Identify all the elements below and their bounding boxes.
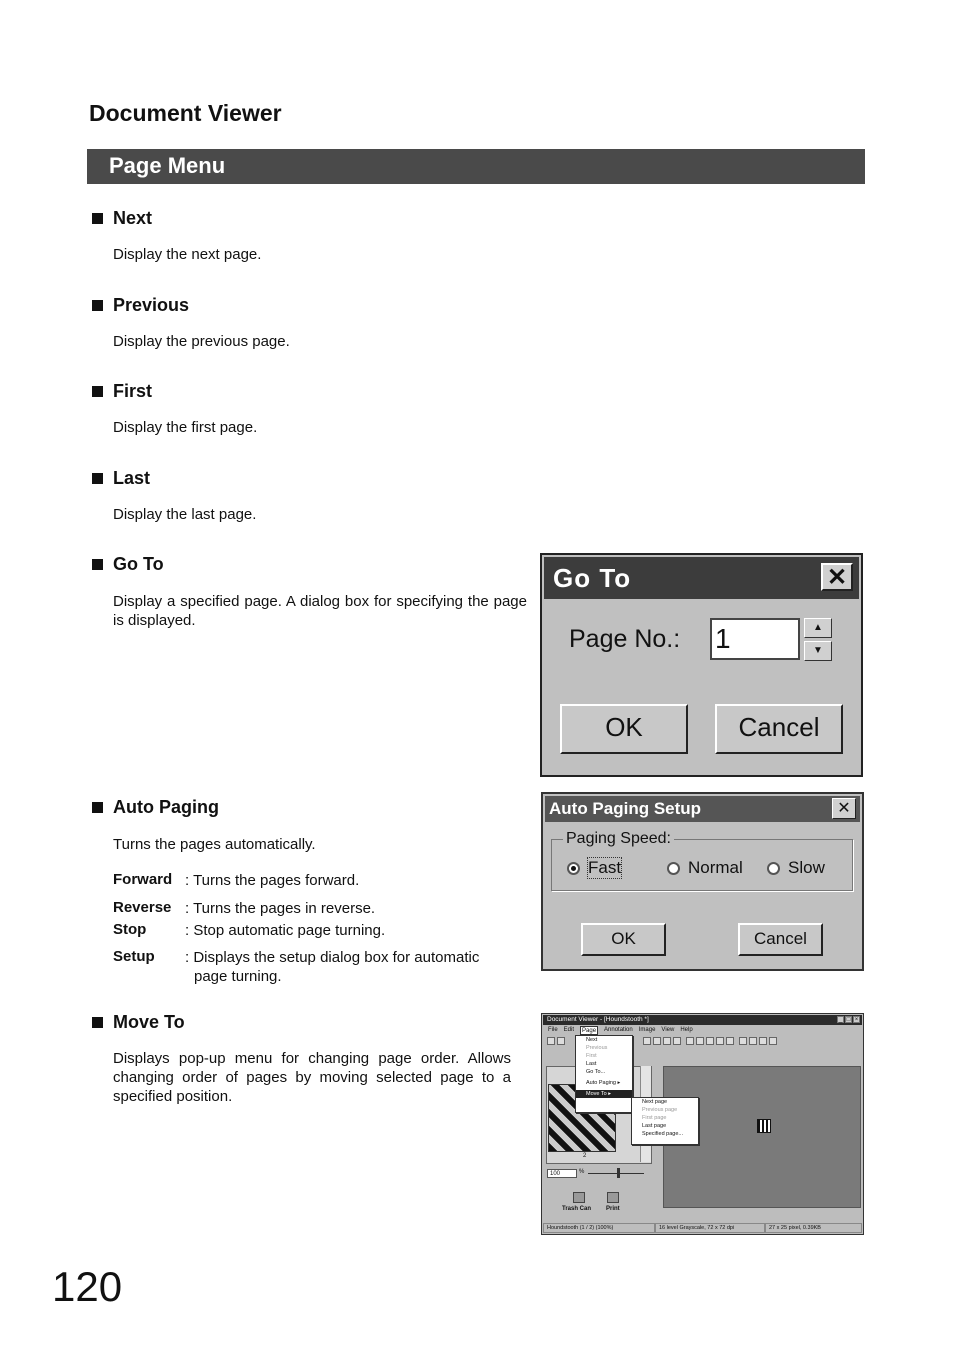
item-title: Auto Paging [113, 797, 219, 817]
item-title: Go To [113, 554, 164, 574]
item-goto-description: Display a specified page. A dialog box for specifying the page is displayed. [113, 593, 527, 629]
item-title: Move To [113, 1012, 185, 1032]
term-reverse-description: : Turns the pages in reverse. [185, 900, 376, 917]
page-icon[interactable] [696, 1037, 704, 1045]
term-reverse: Reverse [113, 899, 172, 916]
menu-item-auto-paging[interactable]: Auto Paging ▸ [586, 1080, 621, 1086]
item-goto-heading [92, 554, 164, 575]
menu-bar [543, 1026, 862, 1035]
status-bar [543, 1223, 862, 1233]
scan-icon[interactable] [643, 1037, 651, 1045]
ok-button[interactable]: OK [581, 923, 666, 956]
menu-help[interactable]: Help [680, 1027, 693, 1033]
term-forward-description: : Turns the pages forward. [185, 872, 360, 889]
item-auto-paging-heading [92, 797, 219, 818]
term-setup: Setup [113, 948, 155, 965]
radio-selected-icon [567, 862, 580, 875]
maximize-icon[interactable]: □ [846, 1017, 851, 1023]
item-title: First [113, 381, 153, 401]
item-first-description: Display the first page. [113, 419, 258, 436]
square-bullet-icon [92, 1017, 103, 1028]
item-auto-paging-description: Turns the pages automatically. [113, 836, 316, 853]
item-move-to-heading [92, 1012, 185, 1033]
menu-item-move-to[interactable]: Move To ▸ [576, 1090, 632, 1098]
submenu-first-page[interactable]: First page [642, 1115, 667, 1121]
paging-speed-label: Paging Speed: [563, 830, 674, 848]
item-previous-heading [92, 295, 189, 316]
item-next-description: Display the next page. [113, 246, 262, 263]
zoom-unit: % [579, 1169, 585, 1175]
window-buttons [837, 1016, 860, 1023]
close-icon[interactable]: × [854, 1017, 859, 1023]
page-number: 120 [52, 1263, 123, 1310]
trash-can-icon[interactable] [573, 1192, 585, 1203]
zoom-slider-handle[interactable] [617, 1168, 620, 1178]
menu-edit[interactable]: Edit [563, 1027, 575, 1033]
dialog-title-bar [545, 796, 860, 822]
hand-icon[interactable] [769, 1037, 777, 1045]
page-number-input[interactable]: 1 [710, 618, 800, 660]
square-bullet-icon [92, 300, 103, 311]
move-cursor-icon [757, 1119, 771, 1133]
trash-can-label: Trash Can [562, 1206, 592, 1212]
menu-page[interactable]: Page [582, 1028, 597, 1034]
paste-icon[interactable] [673, 1037, 681, 1045]
square-bullet-icon [92, 802, 103, 813]
square-bullet-icon [92, 559, 103, 570]
submenu-last-page[interactable]: Last page [642, 1123, 667, 1129]
radio-fast[interactable] [567, 858, 621, 878]
menu-file[interactable]: File [548, 1027, 558, 1033]
app-title-bar [543, 1015, 862, 1025]
item-previous-description: Display the previous page. [113, 333, 290, 350]
status-file: Houndstooth (1 / 2) (100%) [543, 1223, 655, 1233]
item-title: Next [113, 208, 153, 228]
square-bullet-icon [92, 473, 103, 484]
move-to-submenu [631, 1097, 699, 1145]
item-last-heading [92, 468, 150, 489]
page-number-label: Page No.: [569, 625, 681, 653]
square-bullet-icon [92, 386, 103, 397]
term-stop-description: : Stop automatic page turning. [185, 922, 386, 939]
menu-item-last[interactable]: Last [586, 1061, 597, 1067]
zoom-input[interactable]: 100 [547, 1169, 577, 1178]
close-button[interactable]: ✕ [821, 563, 853, 591]
spin-up-button[interactable]: ▲ [804, 618, 832, 638]
item-first-heading [92, 381, 152, 402]
radio-label: Normal [688, 858, 743, 877]
menu-annotation[interactable]: Annotation [604, 1027, 633, 1033]
submenu-next-page[interactable]: Next page [642, 1099, 668, 1105]
cancel-button[interactable]: Cancel [738, 923, 823, 956]
zoom-in-icon[interactable] [716, 1037, 724, 1045]
menu-image[interactable]: Image [638, 1027, 656, 1033]
radio-slow[interactable] [767, 858, 825, 878]
zoom-out-icon[interactable] [726, 1037, 734, 1045]
status-format: 16 level Grayscale, 72 x 72 dpi [655, 1223, 765, 1233]
view-icon[interactable] [759, 1037, 767, 1045]
menu-item-previous[interactable]: Previous [586, 1045, 608, 1051]
status-size: 27 x 25 pixel, 0.39KB [765, 1223, 862, 1233]
menu-view[interactable]: View [661, 1027, 675, 1033]
radio-unselected-icon [667, 862, 680, 875]
item-title: Previous [113, 295, 190, 315]
section-title: Page Menu [109, 153, 226, 178]
term-stop: Stop [113, 921, 147, 938]
view-icon[interactable] [739, 1037, 747, 1045]
view-icon[interactable] [749, 1037, 757, 1045]
app-title: Document Viewer - [Houndstooth *] [547, 1016, 649, 1023]
item-move-to-description: Displays pop-up menu for changing page order. Allows changing order of pages by moving selected page to a specified position. [113, 1050, 511, 1105]
section-header-bar [87, 149, 865, 184]
auto-paging-setup-dialog [541, 792, 864, 971]
cancel-button[interactable]: Cancel [715, 704, 843, 754]
item-next-heading [92, 208, 152, 229]
dialog-title: Auto Paging Setup [549, 799, 702, 818]
dialog-title-bar [544, 557, 859, 599]
item-title: Last [113, 468, 151, 488]
submenu-previous-page[interactable]: Previous page [642, 1107, 678, 1113]
delete-icon[interactable] [663, 1037, 671, 1045]
term-setup-description: : Displays the setup dialog box for automatic page turning. [185, 949, 480, 985]
printer-icon[interactable] [607, 1192, 619, 1203]
document-title: Document Viewer [89, 100, 282, 126]
page-popup-menu [575, 1035, 633, 1113]
save-icon[interactable] [557, 1037, 565, 1045]
term-forward: Forward [113, 871, 173, 888]
close-button[interactable]: ✕ [832, 798, 856, 819]
submenu-specified-page[interactable]: Specified page... [642, 1131, 683, 1137]
copy-icon[interactable] [653, 1037, 661, 1045]
page-icon[interactable] [686, 1037, 694, 1045]
item-last-description: Display the last page. [113, 506, 257, 523]
menu-item-next[interactable]: Next [586, 1037, 598, 1043]
spin-down-button[interactable]: ▼ [804, 641, 832, 661]
menu-item-goto[interactable]: Go To... [586, 1069, 606, 1075]
page-icon[interactable] [706, 1037, 714, 1045]
print-label: Print [606, 1206, 620, 1212]
minimize-icon[interactable]: _ [838, 1017, 843, 1023]
radio-label: Fast [588, 858, 622, 877]
dialog-title: Go To [553, 563, 632, 593]
menu-item-first[interactable]: First [586, 1053, 597, 1059]
zoom-slider-track[interactable] [588, 1173, 644, 1174]
open-icon[interactable] [547, 1037, 555, 1045]
thumbnail-page-label: 2 [583, 1153, 587, 1159]
square-bullet-icon [92, 213, 103, 224]
radio-label: Slow [788, 858, 825, 877]
goto-dialog [540, 553, 863, 777]
radio-normal[interactable] [667, 858, 743, 878]
move-to-screenshot [541, 1013, 864, 1235]
radio-unselected-icon [767, 862, 780, 875]
ok-button[interactable]: OK [560, 704, 688, 754]
